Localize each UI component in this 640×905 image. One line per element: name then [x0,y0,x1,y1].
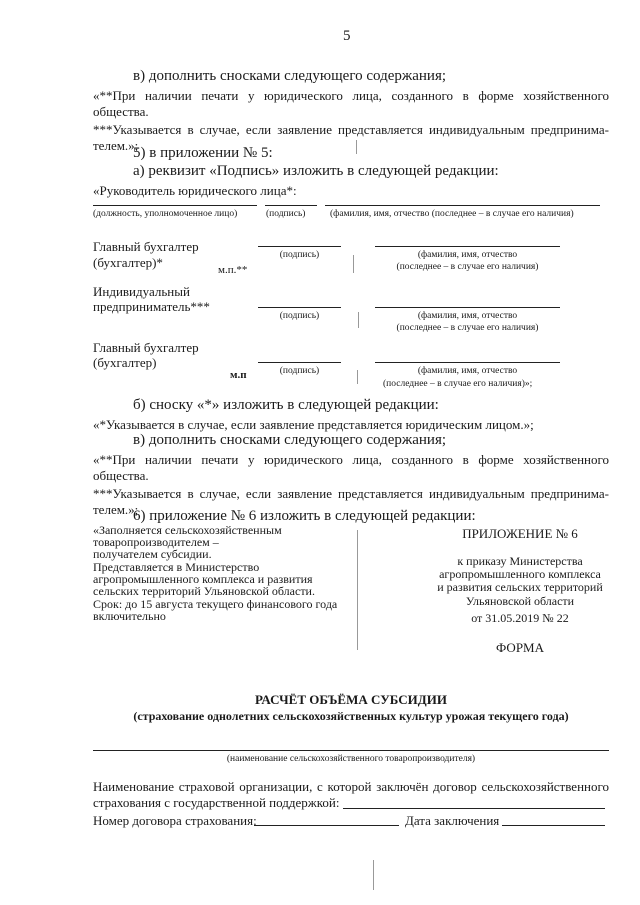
appendix-line-1: агропромышленного комплекса [439,567,601,581]
fio-caption-2b: (последнее – в случае его наличия) [396,323,539,333]
sign-caption-2: (подпись) [279,311,320,321]
producer-caption: (наименование сельскохозяйственного товаропроизводителя) [226,754,476,764]
contract-number-label: Номер договора страхования: [93,813,257,828]
left-note-5: сельских территорий Ульяновской области. [93,584,315,598]
left-note-6: Срок: до 15 августа текущего финансового года [93,597,338,611]
para-v-footnotes-2: в) дополнить сносками следующего содержания; [133,432,447,448]
para-b: б) сноску «*» изложить в следующей редакции: [133,397,439,413]
contract-date-label: Дата заключения [405,813,500,828]
left-note-4: агропромышленного комплекса и развития [93,572,313,586]
individual-entrepreneur-a: Индивидуальный [93,284,190,299]
chief-accountant-2: Главный бухгалтер [93,340,199,355]
insurer-line2: страхования с государственной поддержкой: [93,795,340,810]
insurer-line1: Наименование страховой организации, с которой заключён договор сельскохозяйственного [93,779,609,794]
form-label: ФОРМА [496,640,544,655]
appendix-line-4: от 31.05.2019 № 22 [471,611,569,625]
calc-subtitle: (страхование однолетних сельскохозяйственных культур урожая текущего года) [133,709,569,723]
footnote-2b-line2: общества. [93,468,149,483]
calc-title: РАСЧЁТ ОБЪЁМА СУБСИДИИ [255,692,447,707]
sign-caption-3: (подпись) [279,366,320,376]
footnote-1: «*Указывается в случае, если заявление представляется юридическим лицом.»; [93,417,534,432]
para-5a: а) реквизит «Подпись» изложить в следующей редакции: [133,163,499,179]
footnote-2-line1: «**При наличии печати у юридического лица, созданного в форме хозяйственного [93,88,609,103]
appendix-line-3: Ульяновской области [465,594,575,608]
head-label: «Руководитель юридического лица*: [93,183,297,198]
caption-signature: (подпись) [266,209,306,219]
para-6: 6) приложение № 6 изложить в следующей редакции: [133,508,476,524]
para-v-footnotes: в) дополнить сносками следующего содержания; [133,68,447,84]
caption-full-name: (фамилия, имя, отчество (последнее – в случае его наличия) [330,209,574,219]
left-note-3: Представляется в Министерство [93,560,260,574]
para-5: 5) в приложении № 5: [133,145,273,161]
fio-caption-3a: (фамилия, имя, отчество [417,366,518,376]
footnote-2b-line1: «**При наличии печати у юридического лица, созданного в форме хозяйственного [93,452,609,467]
left-note-1: товаропроизводителем – [93,535,219,549]
caption-position: (должность, уполномоченное лицо) [93,209,238,219]
individual-entrepreneur-b: предприниматель*** [93,299,210,314]
stamp-place-1: м.п.** [218,264,248,276]
chief-accountant-1b: (бухгалтер)* [93,255,163,270]
sign-caption-1: (подпись) [279,250,320,260]
appendix-title: ПРИЛОЖЕНИЕ № 6 [462,526,578,541]
footnote-3-line2: телем.»; [93,138,139,153]
fio-caption-1b: (последнее – в случае его наличия) [396,262,539,272]
left-note-2: получателем субсидии. [93,547,212,561]
left-note-0: «Заполняется сельскохозяйственным [93,523,282,537]
left-note-7: включительно [93,609,166,623]
chief-accountant-2b: (бухгалтер) [93,355,157,370]
chief-accountant-1: Главный бухгалтер [93,239,199,254]
footnote-3b-line1: ***Указывается в случае, если заявление представляется индивидуальным предпринима- [93,486,609,501]
fio-caption-2a: (фамилия, имя, отчество [417,311,518,321]
fio-caption-3b: (последнее – в случае его наличия)»; [383,379,533,389]
appendix-line-0: к приказу Министерства [457,554,583,568]
appendix-line-2: и развития сельских территорий [437,580,603,594]
footnote-2-line2: общества. [93,104,149,119]
footnote-3-line1: ***Указывается в случае, если заявление представляется индивидуальным предпринима- [93,122,609,137]
fio-caption-1a: (фамилия, имя, отчество [417,250,518,260]
footnote-3b-line2: телем.»; [93,502,139,517]
stamp-place-2: м.п [230,369,247,381]
page-number: 5 [343,28,351,44]
